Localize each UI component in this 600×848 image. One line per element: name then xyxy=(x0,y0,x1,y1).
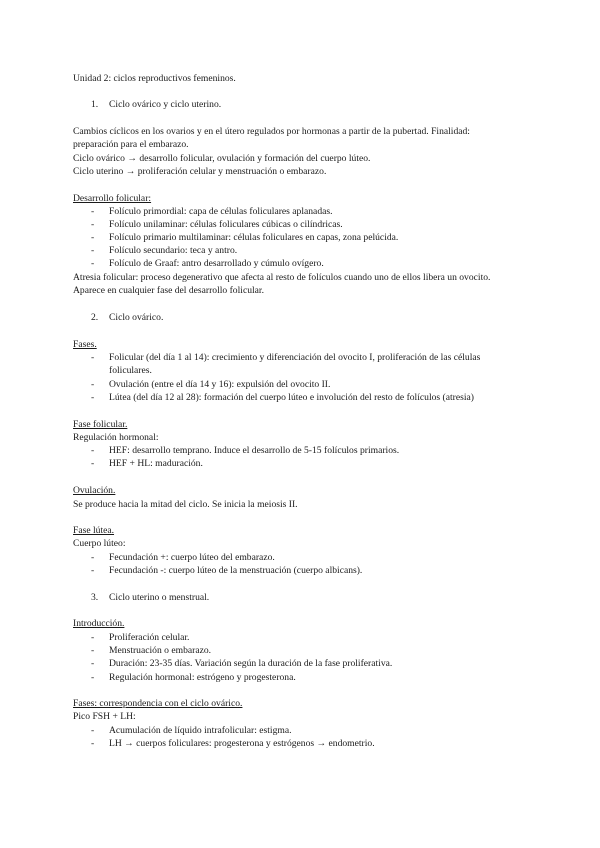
s1-intro-line: Cambios cíclicos en los ovarios y en el útero regulados por hormonas a partir de la pubertad. Finalidad: xyxy=(73,126,470,137)
list-item: Acumulación de líquido intrafolicular: estigma. xyxy=(109,725,292,736)
atresia-line: Atresia folicular: proceso degenerativo que afecta al resto de folículos cuando uno de ellos libera un ovocito. xyxy=(73,272,491,283)
cuerpo-luteo-label: Cuerpo lúteo: xyxy=(73,538,126,549)
s1-intro-line: Ciclo uterino → proliferación celular y menstruación o embarazo. xyxy=(73,166,327,177)
fases-correspondencia-heading: Fases: correspondencia con el ciclo ovárico. xyxy=(73,698,243,709)
regulacion-label: Regulación hormonal: xyxy=(73,432,159,443)
pico-label: Pico FSH + LH: xyxy=(73,711,136,722)
list-bullet: - xyxy=(91,219,95,230)
section-1-number: 1. xyxy=(91,99,99,110)
list-item: Ovulación (entre el día 14 y 16): expulsión del ovocito II. xyxy=(109,379,331,390)
list-bullet: - xyxy=(91,672,95,683)
fase-lutea-heading: Fase lútea. xyxy=(73,525,115,536)
list-item: Duración: 23-35 días. Variación según la duración de la fase proliferativa. xyxy=(109,658,393,669)
list-item: Menstruación o embarazo. xyxy=(109,645,212,656)
list-bullet: - xyxy=(91,352,95,363)
atresia-line: Aparece en cualquier fase del desarrollo folicular. xyxy=(73,285,264,296)
list-item: Fecundación +: cuerpo lúteo del embarazo. xyxy=(109,552,275,563)
section-2-heading: Ciclo ovárico. xyxy=(109,312,164,323)
desarrollo-folicular-heading: Desarrollo folicular: xyxy=(73,193,152,204)
list-item: Proliferación celular. xyxy=(109,632,190,643)
s1-intro-line: preparación para el embarazo. xyxy=(73,139,189,150)
list-bullet: - xyxy=(91,206,95,217)
list-item: HEF: desarrollo temprano. Induce el desarrollo de 5-15 folículos primarios. xyxy=(109,445,400,456)
list-item: Folículo de Graaf: antro desarrollado y cúmulo ovígero. xyxy=(109,258,324,269)
list-bullet: - xyxy=(91,232,95,243)
list-item: Folículo primario multilaminar: células foliculares en capas, zona pelúcida. xyxy=(109,232,399,243)
fase-folicular-heading: Fase folicular. xyxy=(73,419,128,430)
list-bullet: - xyxy=(91,658,95,669)
list-bullet: - xyxy=(91,738,95,749)
list-bullet: - xyxy=(91,445,95,456)
s1-intro-line: Ciclo ovárico → desarrollo folicular, ovulación y formación del cuerpo lúteo. xyxy=(73,153,371,164)
list-bullet: - xyxy=(91,392,95,403)
list-bullet: - xyxy=(91,379,95,390)
introduccion-heading: Introducción. xyxy=(73,618,125,629)
list-item: LH → cuerpos foliculares: progesterona y estrógenos → endometrio. xyxy=(109,738,375,749)
list-bullet: - xyxy=(91,245,95,256)
section-3-heading: Ciclo uterino o menstrual. xyxy=(109,592,210,603)
list-item: Lútea (del día 12 al 28): formación del cuerpo lúteo e involución del resto de folículos (atresia) xyxy=(109,392,474,403)
section-3-number: 3. xyxy=(91,592,99,603)
list-bullet: - xyxy=(91,632,95,643)
list-item-continuation: foliculares. xyxy=(109,365,152,376)
list-bullet: - xyxy=(91,258,95,269)
list-item: Folículo secundario: teca y antro. xyxy=(109,245,238,256)
list-bullet: - xyxy=(91,565,95,576)
list-item: Regulación hormonal: estrógeno y progesterona. xyxy=(109,672,296,683)
list-item: HEF + HL: maduración. xyxy=(109,458,203,469)
list-item: Folículo unilaminar: células foliculares cúbicas o cilíndricas. xyxy=(109,219,343,230)
list-bullet: - xyxy=(91,552,95,563)
list-bullet: - xyxy=(91,645,95,656)
section-1-heading: Ciclo ovárico y ciclo uterino. xyxy=(109,99,222,110)
ovulacion-text: Se produce hacia la mitad del ciclo. Se inicia la meiosis II. xyxy=(73,499,298,510)
document-title: Unidad 2: ciclos reproductivos femeninos. xyxy=(73,73,236,84)
ovulacion-heading: Ovulación. xyxy=(73,485,116,496)
section-2-number: 2. xyxy=(91,312,99,323)
list-item: Folicular (del día 1 al 14): crecimiento y diferenciación del ovocito I, proliferación de las células xyxy=(109,352,481,363)
list-bullet: - xyxy=(91,458,95,469)
fases-heading: Fases. xyxy=(73,339,97,350)
list-bullet: - xyxy=(91,725,95,736)
list-item: Folículo primordial: capa de células foliculares aplanadas. xyxy=(109,206,333,217)
list-item: Fecundación -: cuerpo lúteo de la menstruación (cuerpo albicans). xyxy=(109,565,363,576)
